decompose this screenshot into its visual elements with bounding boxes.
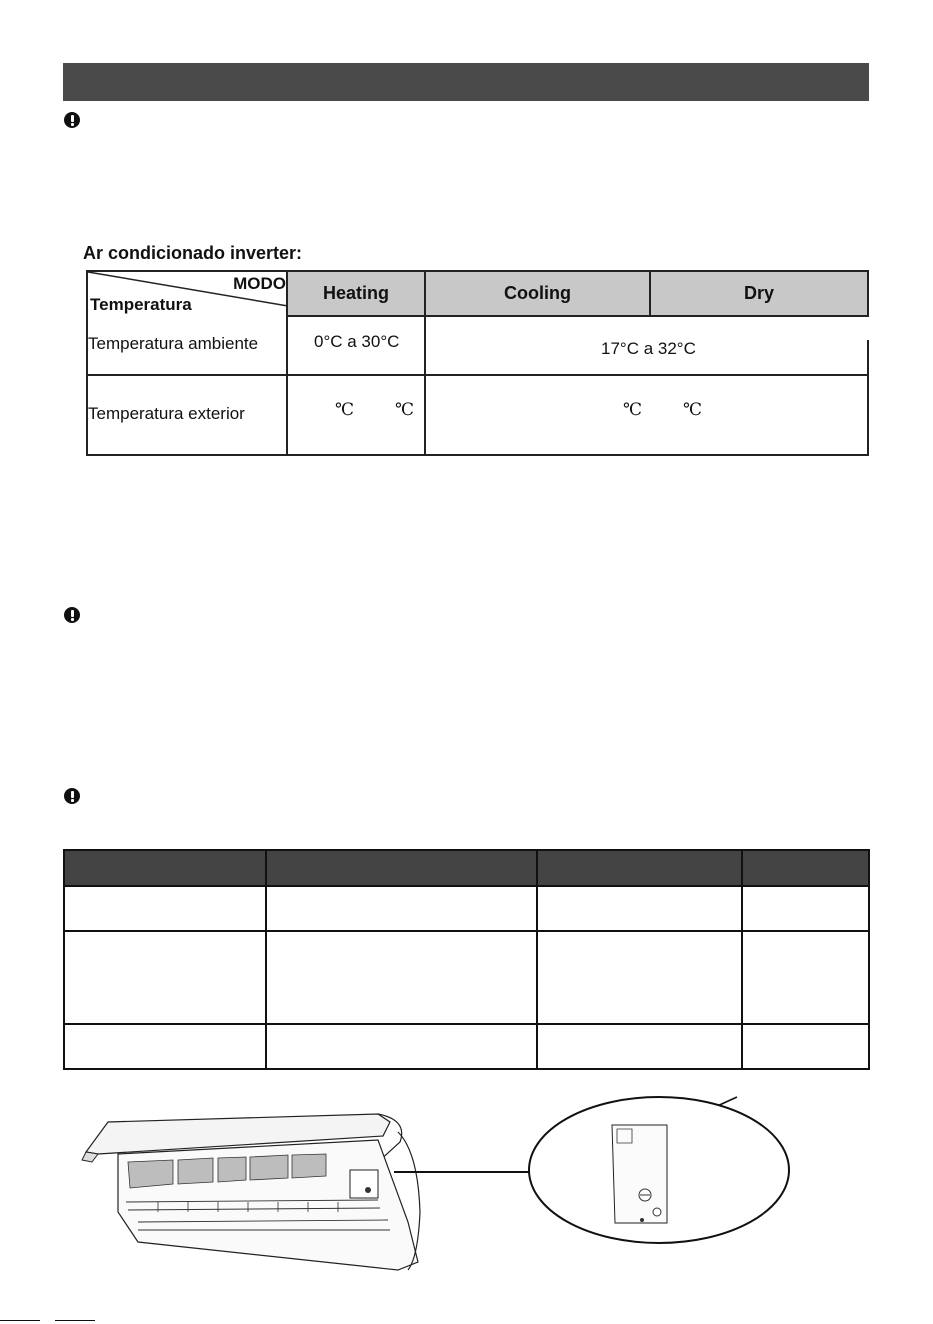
table-border [867,380,869,456]
column-divider [265,851,267,1068]
row-divider [65,930,868,932]
cooling-exterior-min-unit: ℃ [623,400,643,420]
temperature-table [86,270,869,456]
header-dry: Dry [649,270,869,317]
corner-mode-label: MODO [233,274,286,293]
header-cooling: Cooling [424,270,651,317]
section-header-bar [63,63,869,101]
footer-rule [0,1320,40,1321]
table-border [424,317,426,456]
row-divider [65,885,868,887]
row-divider [65,1023,868,1025]
heating-exterior-max-unit: ℃ [395,400,415,420]
table-header-row [65,851,868,885]
section-subheading: Ar condicionado inverter: [83,243,303,263]
heating-ambient-range: 0°C a 30°C [314,332,400,351]
cooling-dry-ambient-range: 17°C a 32°C [601,339,696,358]
column-divider [741,851,743,1068]
heating-exterior-min-unit: ℃ [335,400,355,420]
column-divider [536,851,538,1068]
corner-temperature-label: Temperatura [90,295,192,314]
row-label-exterior: Temperatura exterior [88,404,245,423]
row-label-ambient: Temperatura ambiente [88,334,259,353]
specification-table [63,849,870,1070]
cooling-exterior-max-unit: ℃ [683,400,703,420]
table-border [86,454,869,456]
indoor-unit-illustration [78,1092,450,1282]
footer-rule [55,1320,95,1321]
table-corner-cell [86,270,288,317]
header-heating: Heating [286,270,426,317]
warning-icon [64,607,80,623]
table-border [86,374,869,376]
warning-icon [64,112,80,128]
warning-icon [64,788,80,804]
zoom-detail [527,1095,792,1245]
table-border [286,317,288,456]
